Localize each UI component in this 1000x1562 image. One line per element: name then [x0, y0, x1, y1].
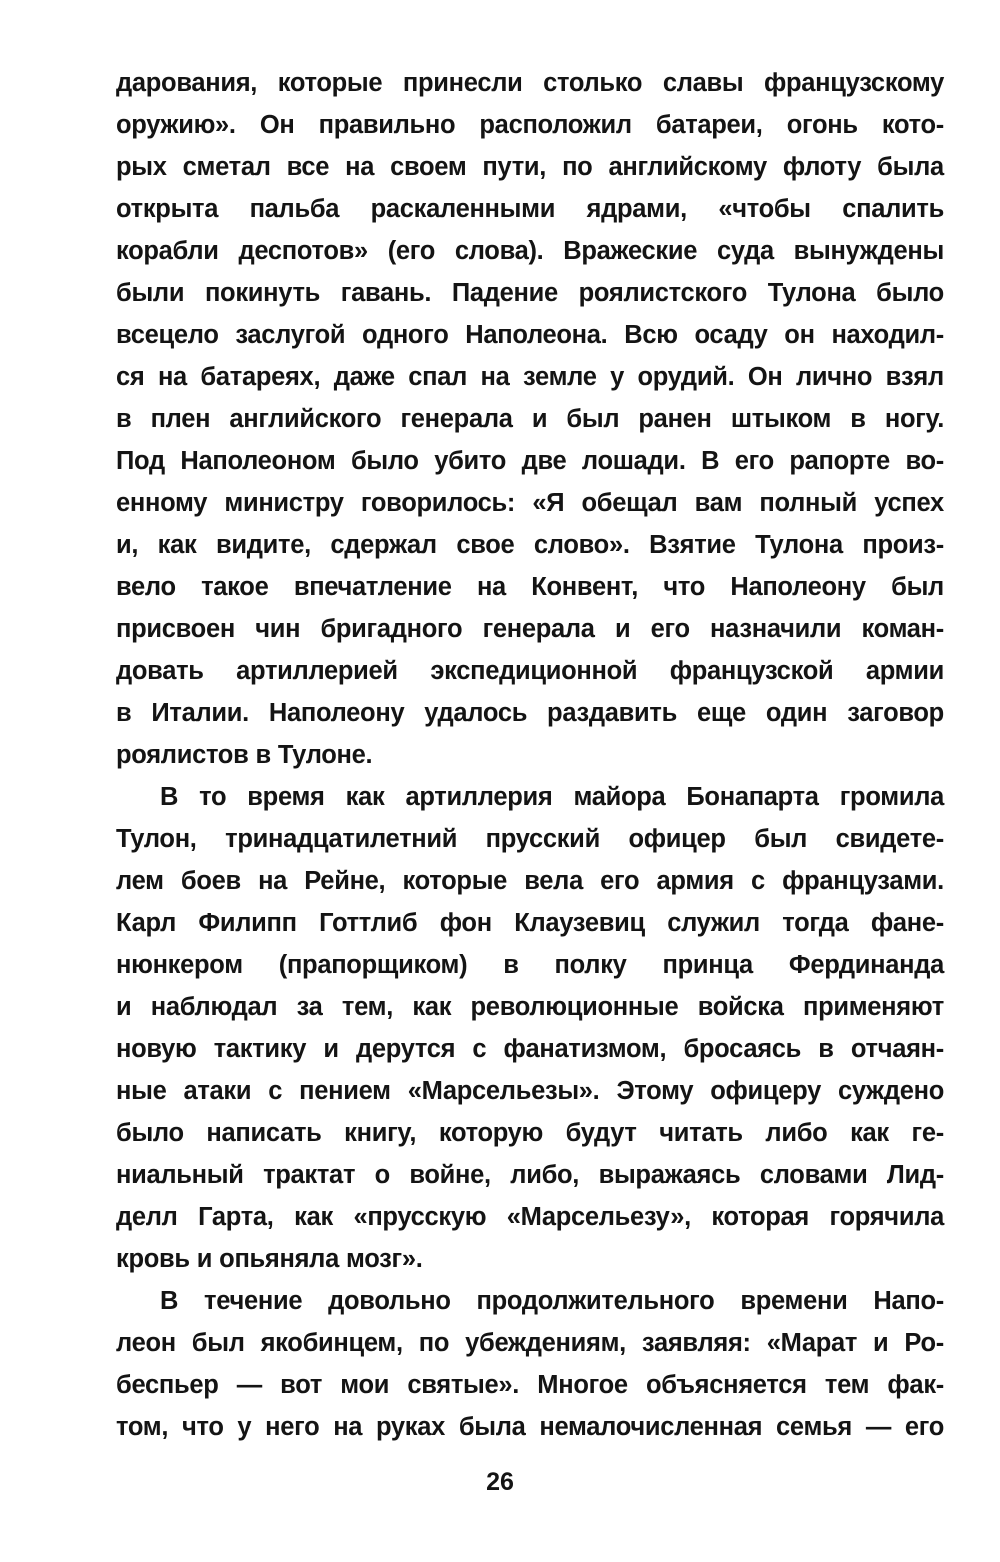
paragraph — [116, 62, 944, 776]
text-line: рых сметал все на своем пути, по английскому флоту была — [116, 153, 944, 181]
text-line: всецело заслугой одного Наполеона. Всю осаду он находил- — [116, 321, 944, 349]
text-line: было написать книгу, которую будут читать либо как ге- — [116, 1119, 944, 1147]
text-line: дарования, которые принесли столько славы французскому — [116, 69, 944, 97]
text-line: новую тактику и дерутся с фанатизмом, бросаясь в отчаян- — [116, 1035, 944, 1063]
paragraph — [116, 1280, 944, 1448]
text-line: довать артиллерией экспедиционной французской армии — [116, 657, 944, 685]
text-line: были покинуть гавань. Падение роялистского Тулона было — [116, 279, 944, 307]
text-line: Тулон, тринадцатилетний прусский офицер был свидете- — [116, 825, 944, 853]
text-line: Под Наполеоном было убито две лошади. В его рапорте во- — [116, 447, 944, 475]
paragraph — [116, 776, 944, 1280]
text-line: Карл Филипп Готтлиб фон Клаузевиц служил тогда фане- — [116, 909, 944, 937]
text-line: роялистов в Тулоне. — [116, 741, 373, 769]
text-line: нюнкером (прапорщиком) в полку принца Фердинанда — [116, 951, 944, 979]
text-line: делл Гарта, как «прусскую «Марсельезу», которая горячила — [116, 1203, 944, 1231]
text-line: в Италии. Наполеону удалось раздавить еще один заговор — [116, 699, 944, 727]
text-line: корабли деспотов» (его слова). Вражеские суда вынуждены — [116, 237, 944, 265]
text-line: вело такое впечатление на Конвент, что Наполеону был — [116, 573, 944, 601]
text-line: ные атаки с пением «Марсельезы». Этому офицеру суждено — [116, 1077, 944, 1105]
text-line: В то время как артиллерия майора Бонапарта громила — [160, 783, 944, 811]
body-text — [116, 62, 944, 1448]
text-line: В течение довольно продолжительного времени Напо- — [160, 1287, 944, 1315]
text-line: ниальный трактат о войне, либо, выражаясь словами Лид- — [116, 1161, 944, 1189]
text-line: в плен английского генерала и был ранен штыком в ногу. — [116, 405, 944, 433]
text-line: леон был якобинцем, по убеждениям, заявляя: «Марат и Ро- — [116, 1329, 944, 1357]
text-line: и наблюдал за тем, как революционные войска применяют — [116, 993, 944, 1021]
text-line: том, что у него на руках была немалочисленная семья — его — [116, 1413, 944, 1441]
text-line: открыта пальба раскаленными ядрами, «чтобы спалить — [116, 195, 944, 223]
text-line: ся на батареях, даже спал на земле у орудий. Он лично взял — [116, 363, 944, 391]
text-line: лем боев на Рейне, которые вела его армия с французами. — [116, 867, 944, 895]
text-line: кровь и опьяняла мозг». — [116, 1245, 423, 1273]
page-number: 26 — [486, 1468, 514, 1496]
text-line: и, как видите, сдержал свое слово». Взятие Тулона произ- — [116, 531, 944, 559]
text-line: беспьер — вот мои святые». Многое объясняется тем фак- — [116, 1371, 944, 1399]
text-line: енному министру говорилось: «Я обещал вам полный успех — [116, 489, 944, 517]
text-line: оружию». Он правильно расположил батареи, огонь кото- — [116, 111, 944, 139]
text-line: присвоен чин бригадного генерала и его назначили коман- — [116, 615, 944, 643]
